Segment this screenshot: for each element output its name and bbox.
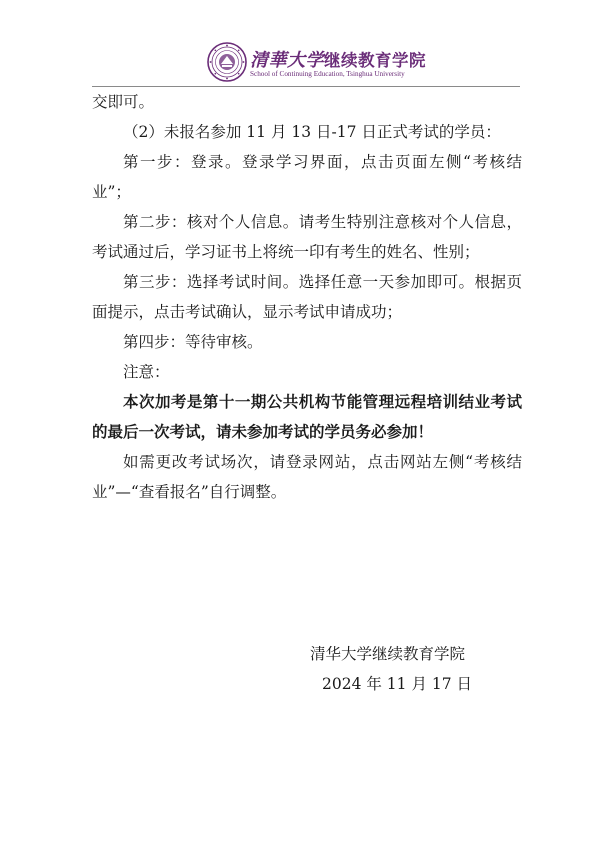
paragraph-step-2: 第二步：核对个人信息。请考生特别注意核对个人信息，考试通过后，学习证书上将统一印有考生的姓名、性别；	[92, 213, 522, 261]
page-header	[0, 40, 609, 88]
paragraph-step-3: 第三步：选择考试时间。选择任意一天参加即可。根据页面提示，点击考试确认，显示考试申请成功；	[92, 273, 522, 321]
paragraph-step-4: 第四步：等待审核。	[123, 333, 263, 351]
brand-school-name: 继续教育学院	[324, 51, 426, 70]
paragraph-change-instructions: 如需更改考试场次，请登录网站，点击网站左侧“考核结业”—“查看报名”自行调整。	[92, 453, 522, 501]
notice-body	[92, 87, 522, 507]
paragraph-note-label: 注意：	[123, 363, 170, 381]
signature-org: 清华大学继续教育学院	[310, 645, 466, 663]
signature-date: 2024 年 11 月 17 日	[322, 675, 473, 693]
paragraph-step-1: 第一步：登录。登录学习界面，点击页面左侧“考核结业”；	[92, 153, 522, 201]
paragraph-important-notice: 本次加考是第十一期公共机构节能管理远程培训结业考试的最后一次考试，请未参加考试的学员务必参加！	[92, 392, 522, 441]
paragraph-unregistered-heading: （2）未报名参加 11 月 13 日-17 日正式考试的学员：	[123, 123, 501, 141]
brand-name-cn	[250, 46, 426, 72]
brand-name-en: School of Continuing Education, Tsinghua University	[250, 70, 405, 78]
brand-calligraphy: 清華大学	[250, 50, 324, 71]
university-seal-icon	[207, 42, 247, 82]
paragraph-continuation: 交即可。	[92, 93, 155, 111]
